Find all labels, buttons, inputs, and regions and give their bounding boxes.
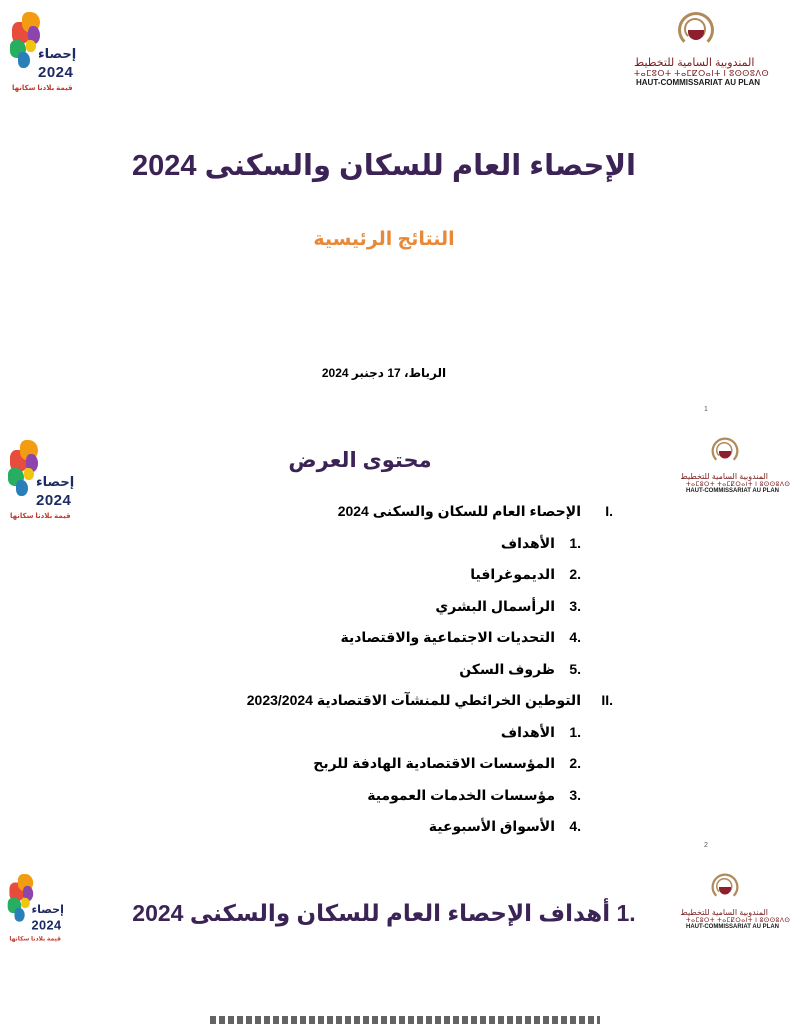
toc-item — [193, 787, 613, 819]
toc-item-number: 3. — [569, 597, 581, 614]
toc-item-number: 1. — [569, 534, 581, 551]
toc-item-label: الأهداف — [500, 723, 555, 740]
toc-item-number: 2. — [569, 755, 581, 771]
page-title: الإحصاء العام للسكان والسكنى 2024 — [132, 150, 636, 182]
toc-item-label: مؤسسات الخدمات العمومية — [367, 786, 555, 803]
toc-item-number: 4. — [569, 818, 581, 834]
page-subtitle: النتائج الرئيسية — [313, 229, 455, 250]
slide-1 — [0, 0, 768, 420]
toc-item — [193, 818, 613, 850]
toc-item-label: الديموغرافيا — [470, 566, 555, 582]
section-title-number: 1. — [616, 900, 636, 926]
hcp-french-name: HAUT-COMMISSARIAT AU PLAN — [686, 924, 779, 930]
toc-item-number: 2. — [569, 566, 581, 582]
toc-item-label: الأهداف — [500, 534, 555, 551]
census-logo-tagline: قيمة بلادنا سكانها — [9, 936, 61, 942]
toc-item-number: 3. — [569, 786, 581, 803]
hcp-tifinagh-name: ⵜⴰⵎⵓⵔⵜ ⵜⴰⵎⵇⵔⴰⵏⵜ ⵏ ⵓⵙⵙⵓⴷⵙ — [634, 69, 770, 78]
toc-item — [193, 535, 613, 567]
toc-item-number: 5. — [569, 660, 581, 677]
toc-item — [193, 598, 613, 630]
toc-section-number: I. — [605, 503, 613, 519]
toc-section-label: التوطين الخرائطي للمنشآت الاقتصادية 2023/2024 — [246, 692, 581, 708]
toc-item — [193, 724, 613, 756]
toc-item — [193, 661, 613, 693]
census-2024-logo — [8, 12, 80, 92]
slide-2 — [0, 420, 790, 860]
hcp-tifinagh-name: ⵜⴰⵎⵓⵔⵜ ⵜⴰⵎⵇⵔⴰⵏⵜ ⵏ ⵓⵙⵙⵓⴷⵙ — [686, 918, 790, 924]
slide-3 — [0, 860, 790, 1024]
census-logo-tagline: قيمة بلادنا سكانها — [10, 513, 71, 520]
section-title-text: أهداف الإحصاء العام للسكان والسكنى 2024 — [132, 900, 611, 926]
slide-number: 2 — [704, 842, 708, 849]
hcp-emblem-icon — [710, 872, 740, 902]
hcp-emblem-icon — [676, 10, 716, 50]
hcp-logo — [628, 10, 768, 87]
toc-title: محتوى العرض — [288, 449, 432, 472]
hcp-arabic-name: المندوبية السامية للتخطيط — [634, 57, 755, 69]
toc-item-number: 1. — [569, 723, 581, 740]
census-logo-word: إحصاء — [36, 474, 75, 489]
hcp-arabic-name: المندوبية السامية للتخطيط — [680, 472, 768, 481]
toc-section-label: الإحصاء العام للسكان والسكنى 2024 — [337, 503, 581, 519]
toc-item-number: 4. — [569, 629, 581, 645]
hcp-french-name: HAUT-COMMISSARIAT AU PLAN — [636, 78, 760, 87]
toc-item — [193, 566, 613, 598]
hcp-arabic-name: المندوبية السامية للتخطيط — [680, 908, 768, 917]
table-of-contents — [193, 503, 613, 850]
toc-item-label: الأسواق الأسبوعية — [428, 818, 555, 834]
hcp-french-name: HAUT-COMMISSARIAT AU PLAN — [686, 488, 779, 494]
cut-off-text-line — [210, 1016, 600, 1024]
toc-item-label: التحديات الاجتماعية والاقتصادية — [340, 629, 555, 645]
toc-item-label: الرأسمال البشري — [435, 597, 555, 614]
toc-item — [193, 755, 613, 787]
toc-section — [193, 692, 613, 724]
toc-item — [193, 629, 613, 661]
census-logo-word: إحصاء — [38, 46, 77, 61]
census-logo-year: 2024 — [31, 918, 62, 933]
toc-item-label: المؤسسات الاقتصادية الهادفة للربح — [313, 755, 555, 771]
census-logo-year: 2024 — [36, 492, 72, 509]
census-logo-tagline: قيمة بلادنا سكانها — [12, 85, 73, 92]
toc-section — [193, 503, 613, 535]
toc-item-label: ظروف السكن — [459, 660, 555, 677]
hcp-tifinagh-name: ⵜⴰⵎⵓⵔⵜ ⵜⴰⵎⵇⵔⴰⵏⵜ ⵏ ⵓⵙⵙⵓⴷⵙ — [686, 482, 790, 488]
slide-number: 1 — [704, 406, 708, 413]
census-logo-word: إحصاء — [31, 902, 64, 916]
census-logo-year: 2024 — [38, 64, 74, 81]
place-date: الرباط، 17 دجنبر 2024 — [321, 366, 447, 380]
toc-section-number: II. — [601, 692, 613, 708]
